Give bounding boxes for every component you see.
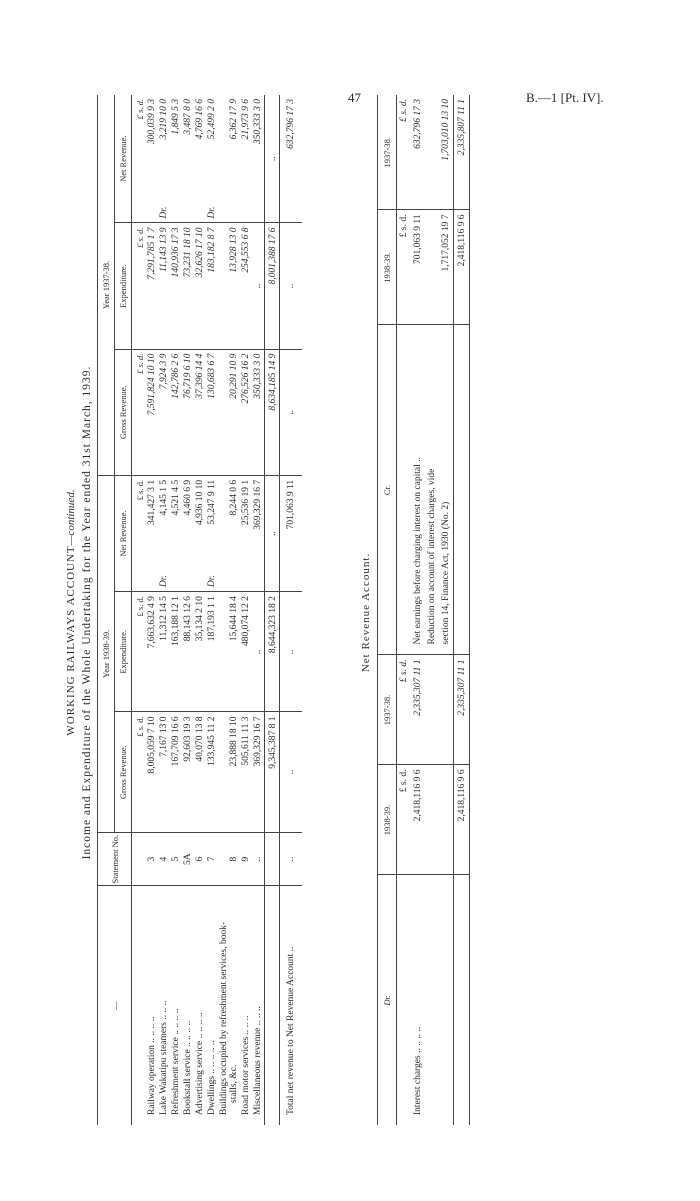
dr-header: Dr. bbox=[378, 875, 397, 1125]
row-label: Miscellaneous revenue .. .. .. bbox=[252, 886, 265, 1125]
subtitle: Income and Expenditure of the Whole Undertaking for the Year ended 31st March, 1939. bbox=[81, 365, 93, 860]
table-row: Railway operation .. .. .. .. 3 8,005,059 7 10 7,663,632 4 9 341,427 3 1 7,591,824 10 10 7,291,785 1 7 300,039 9 3 bbox=[146, 95, 158, 1125]
table-row: Buildings occupied by refreshment services, book- stalls, &c. 8 23,888 18 10 15,644 18 4 8,244 0 6 20,291 10 9 13,928 13 0 6,362 17 9 bbox=[218, 95, 240, 1125]
year-1938-39-header: Year 1938-39. bbox=[98, 475, 115, 832]
page-number: 47 bbox=[348, 90, 361, 105]
table-row: Miscellaneous revenue .. .. .. .. 369,329 16 7 .. 369,329 16 7 350,333 3 0 .. 350,333 3 0 bbox=[252, 95, 265, 1125]
nra-row-3: section 14, Finance Act, 1930 (No. 2) 1,717,052 19 7 1,703,010 13 10 bbox=[439, 95, 454, 1125]
nra-year-3-header: 1938-39. bbox=[378, 210, 397, 325]
table-row: Road motor services .. .. .. 9 505,611 11 3 480,074 12 2 25,536 19 1 276,526 16 2 254,553 6 8 21,973 9 6 bbox=[240, 95, 252, 1125]
net-revenue-title: Net Revenue Account. bbox=[360, 552, 372, 673]
rotated-content bbox=[55, 70, 615, 1155]
table-row: Refreshment service .. .. .. .. 5 167,709 16 6 163,188 12 1 4,521 4 5 142,786 2 6 140,936 17 3 1,849 5 3 bbox=[170, 95, 182, 1125]
row-label: Railway operation .. .. .. .. bbox=[146, 886, 158, 1125]
row-label: Buildings occupied by refreshment services, book- stalls, &c. bbox=[218, 886, 240, 1125]
table-row: Lake Wakatipu steamers .. .. .. 4 7,167 13 0 11,312 14 5 Dr. 4,145 1 5 7,924 3 9 11,143 13 9 Dr. 3,219 10 0 bbox=[158, 95, 170, 1125]
statement-no-header: Statement No. bbox=[98, 832, 132, 886]
table-row: Bookstall service .. .. .. .. 5A 92,603 19 3 88,143 12 6 4,460 6 9 76,719 6 10 73,231 18 10 3,487 8 0 bbox=[182, 95, 194, 1125]
gross-header-1: Gross Revenue. bbox=[115, 712, 132, 832]
nra-totals-row: 2,418,116 9 6 2,335,307 11 1 2,418,116 9 6 2,335,807 11 1 bbox=[454, 95, 470, 1125]
net-header-2: Net Revenue. bbox=[115, 95, 132, 223]
row-label: Refreshment service .. .. .. .. bbox=[170, 886, 182, 1125]
nra-year-2-header: 1937-38. bbox=[378, 655, 397, 765]
nra-row-1: Interest charges .. .. .. .. 2,418,116 9 6 2,335,307 11 1 Net earnings before charging interest on capital .. 701,063 9 11 632,796 17 3 bbox=[411, 95, 425, 1125]
expenditure-header-1: Expenditure. bbox=[115, 592, 132, 712]
nra-year-4-header: 1937-38. bbox=[378, 95, 397, 210]
row-label: Advertising service .. .. .. .. bbox=[194, 886, 206, 1125]
gross-header-2: Gross Revenue. bbox=[115, 349, 132, 475]
income-expenditure-table bbox=[97, 95, 302, 1125]
table-row: Dwellings .. .. .. .. .. 7 133,945 11 2 187,193 1 1 Dr. 53,247 9 11 130,683 6 7 183,182 8 7 Dr. 52,499 2 0 bbox=[206, 95, 218, 1125]
cr-header: Cr. bbox=[378, 325, 397, 655]
description-header: — bbox=[98, 886, 132, 1125]
main-title: WORKING RAILWAYS ACCOUNT—continued. bbox=[65, 489, 77, 736]
row-label: Bookstall service .. .. .. .. bbox=[182, 886, 194, 1125]
year-1937-38-header: Year 1937-38. bbox=[98, 95, 115, 475]
net-revenue-table bbox=[377, 95, 470, 1125]
row-label: Lake Wakatipu steamers .. .. .. bbox=[158, 886, 170, 1125]
row-label: Dwellings .. .. .. .. .. bbox=[206, 886, 218, 1125]
total-net-revenue-row: Total net revenue to Net Revenue Account .. .. .. .. 701,063 9 11 .. .. 632,796 17 3 bbox=[280, 95, 303, 1125]
row-label: Road motor services .. .. .. bbox=[240, 886, 252, 1125]
nra-year-1-header: 1938-39. bbox=[378, 765, 397, 875]
totals-row: 9,345,387 8 1 8,644,323 18 2 .. 8,634,185 14 9 8,001,388 17 6 .. bbox=[265, 95, 280, 1125]
nra-unit-row: £ s. d. £ s. d. £ s. d. £ s. d. bbox=[397, 95, 412, 1125]
document-reference: B.—1 [Pt. IV]. bbox=[526, 90, 604, 105]
table-row: Advertising service .. .. .. .. 6 40,070 13 8 35,134 2 10 4,936 10 10 37,396 14 4 32,626 17 10 4,769 16 6 bbox=[194, 95, 206, 1125]
nra-row-2: Reduction on account of interest charges, vide bbox=[425, 95, 439, 1125]
unit-row: £ s. d. £ s. d. £ s. d. £ s. d. £ s. d. £ s. d. bbox=[132, 95, 147, 1125]
expenditure-header-2: Expenditure. bbox=[115, 223, 132, 349]
net-header-1: Net Revenue. bbox=[115, 475, 132, 591]
